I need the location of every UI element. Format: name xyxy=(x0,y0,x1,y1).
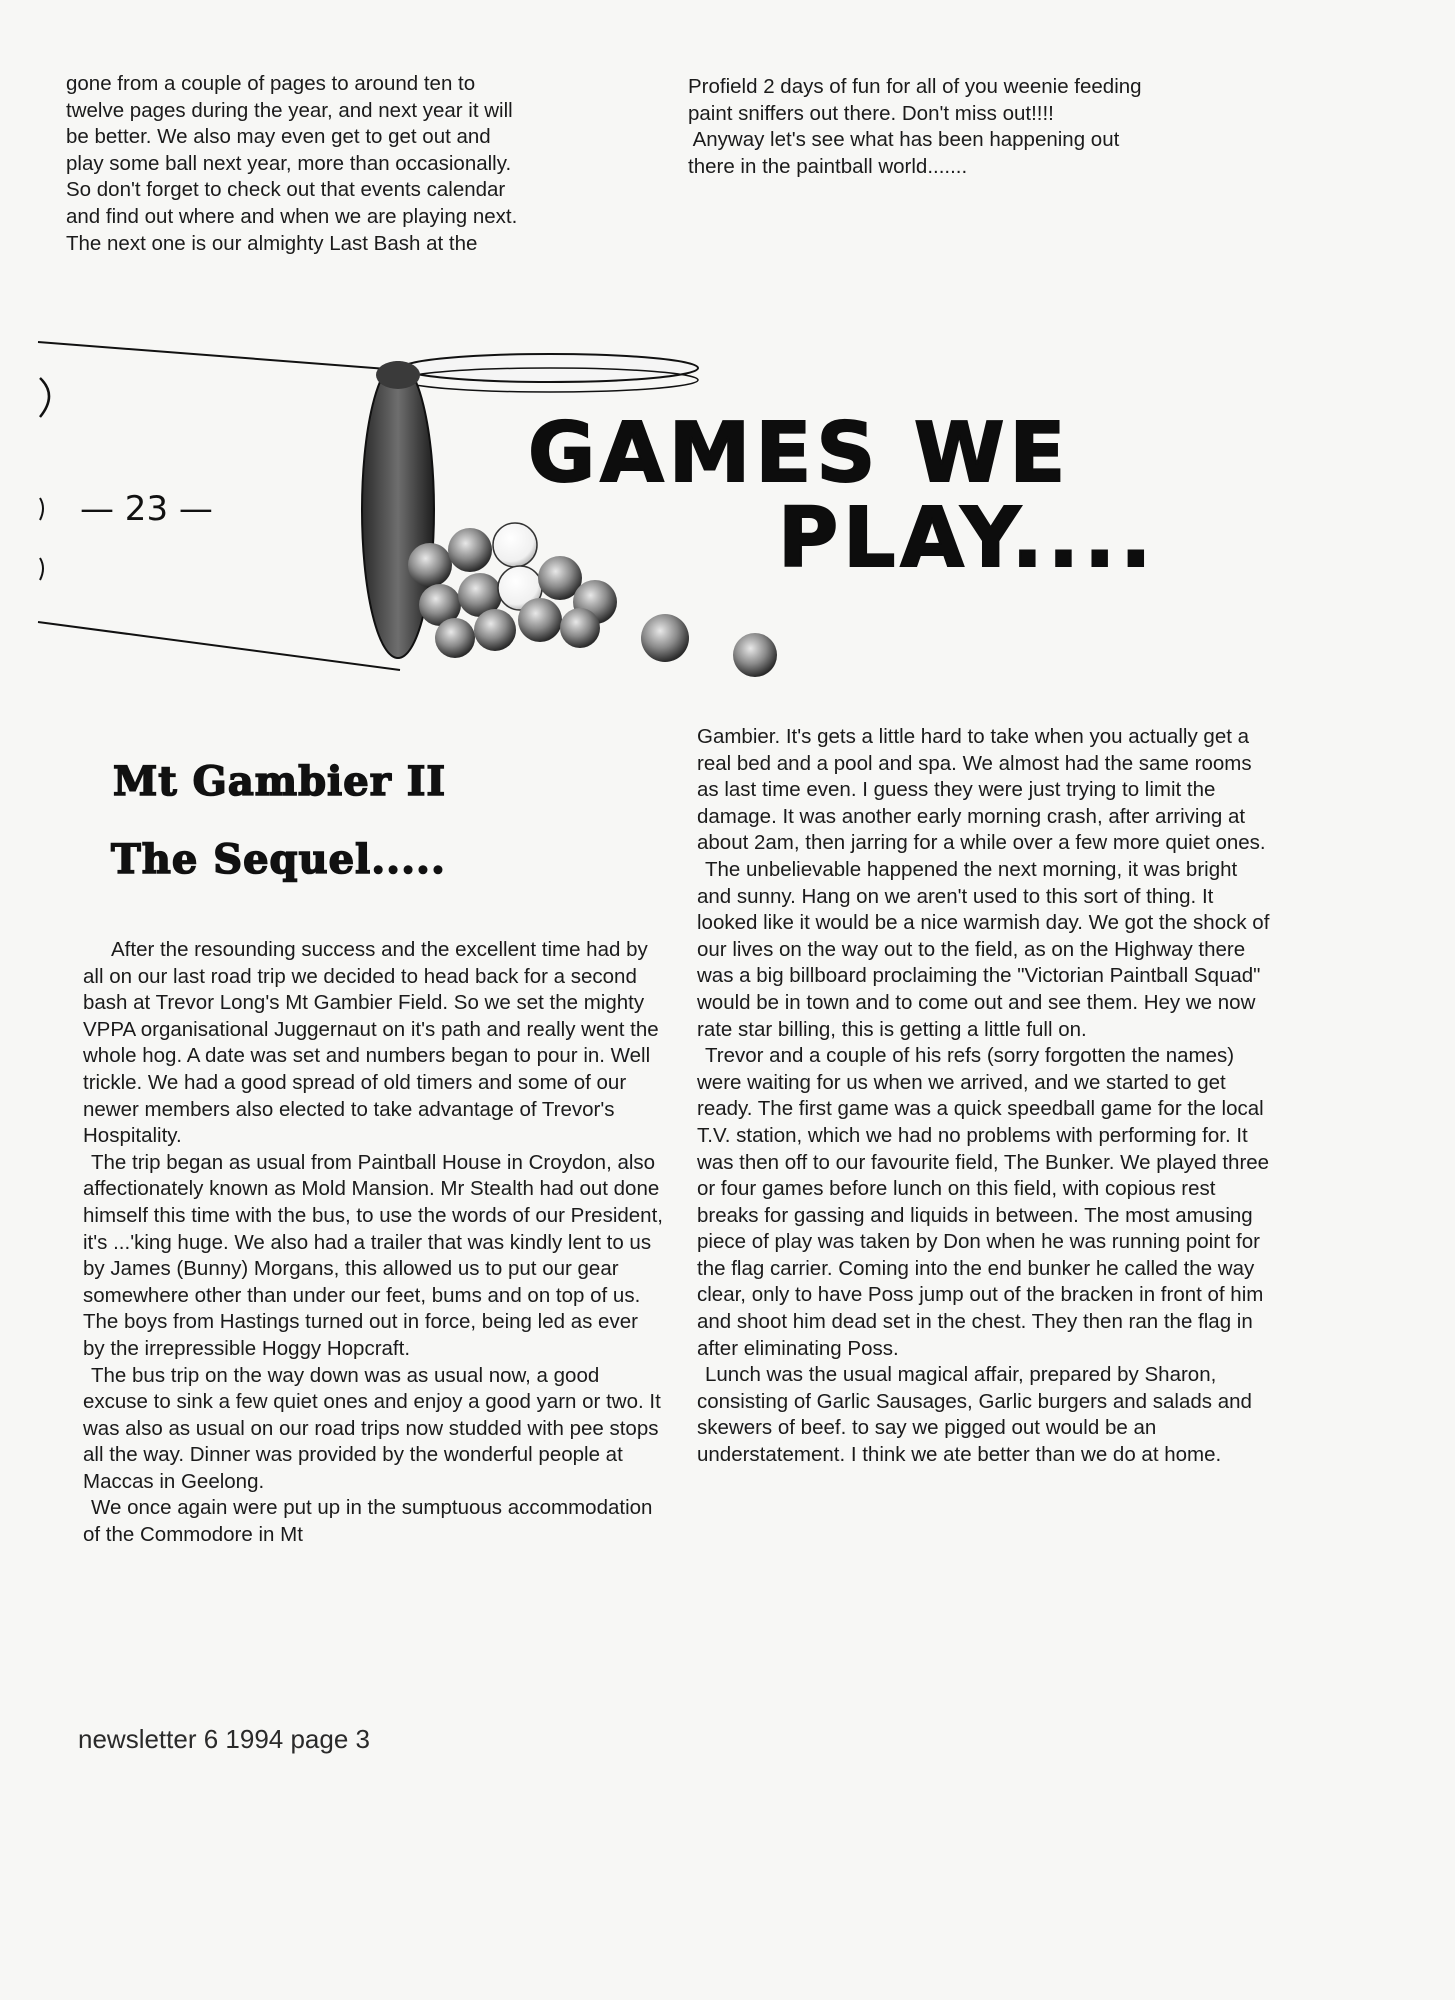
paintball-hopper-illustration xyxy=(0,320,1455,700)
intro-right-column xyxy=(688,74,1278,180)
article-headline-line1: Mt Gambier II xyxy=(113,758,447,805)
intro-line: Profield 2 days of fun for all of you weenie feeding xyxy=(688,75,1142,98)
article-paragraph: The trip began as usual from Paintball House in Croydon, also affectionately known as Mold Mansion. Mr Stealth had out done himself this time with the bus, to use the words of our President, it's ...'king huge. We also had a trailer that was kindly lent to us by James (Bunny) Morgans, this allowed us to put our gear somewhere other than under our feet, bums and on top of us. The boys from Hastings turned out in force, being led as ever by the irrepressible Hoggy Hopcraft. xyxy=(83,1150,663,1360)
article-right-column xyxy=(697,724,1277,1469)
intro-line: twelve pages during the year, and next year it will xyxy=(66,98,513,122)
article-paragraph: Trevor and a couple of his refs (sorry forgotten the names) were waiting for us when we arrived, and we started to get ready. The first game was a quick speedball game for the local T.V. station, which we had no problems with performing for. It was then off to our favourite field, The Bunker. We played three or four games before lunch on this field, with copious rest breaks for gassing and liquids in between. The most amusing piece of play was taken by Don when he was running point for the flag carrier. Coming into the end bunker he called the way clear, only to have Poss jump out of the bracken in front of him and shoot him dead set in the chest. They then ran the flag in after eliminating Poss. xyxy=(697,1044,1270,1360)
intro-line: gone from a couple of pages to around ten to xyxy=(66,72,476,95)
page-footer: newsletter 6 1994 page 3 xyxy=(78,1724,370,1754)
banner-title-line1: GAMES WE xyxy=(528,406,1071,501)
handwritten-mark: — 23 — xyxy=(80,489,213,529)
article-paragraph: The unbelievable happened the next morning, it was bright and sunny. Hang on we aren't used to this sort of thing. It looked like it would be a nice warmish day. We got the shock of our lives on the way out to the field, as on the Highway there was a big billboard proclaiming the "Victorian Paintball Squad" would be in town and to come out and see them. Hey we now rate star billing, this is getting a little full on. xyxy=(697,857,1270,1041)
article-headline-line2: The Sequel..... xyxy=(111,836,446,883)
banner-title-line2: PLAY.... xyxy=(778,491,1157,586)
intro-line: The next one is our almighty Last Bash at the xyxy=(66,231,478,255)
intro-line: and find out where and when we are playing next. xyxy=(66,204,518,228)
intro-line: be better. We also may even get to get out and xyxy=(66,125,491,149)
intro-line: play some ball next year, more than occasionally. xyxy=(66,151,512,175)
article-paragraph: The bus trip on the way down was as usual now, a good excuse to sink a few quiet ones and enjoy a good yarn or two. It was also as usual on our road trips now studded with pee stops all the way. Dinner was provided by the wonderful people at Maccas in Geelong. xyxy=(83,1363,661,1493)
article-paragraph: After the resounding success and the excellent time had by all on our last road trip we decided to head back for a second bash at Trevor Long's Mt Gambier Field. So we set the mighty VPPA organisational Juggernaut on it's path and really went the whole hog. A date was set and numbers began to pour in. Well trickle. We had a good spread of old timers and some of our newer members also elected to take advantage of Trevor's Hospitality. xyxy=(83,938,659,1148)
intro-left-column xyxy=(66,71,626,257)
intro-line: Anyway let's see what has been happening out xyxy=(688,128,1120,152)
article-paragraph: We once again were put up in the sumptuous accommodation of the Commodore in Mt xyxy=(83,1496,653,1547)
intro-line: paint sniffers out there. Don't miss out!!!! xyxy=(688,101,1054,125)
article-paragraph: Gambier. It's gets a little hard to take when you actually get a real bed and a pool and spa. We almost had the same rooms as last time even. I guess they were just trying to limit the damage. It was another early morning crash, after arriving at about 2am, then jarring for a while over a few more quiet ones. xyxy=(697,725,1266,855)
intro-line: there in the paintball world....... xyxy=(688,154,968,178)
article-left-column xyxy=(83,937,663,1549)
article-paragraph: Lunch was the usual magical affair, prepared by Sharon, consisting of Garlic Sausages, Garlic burgers and salads and skewers of beef. to say we pigged out would be an understatement. I think we ate better than we do at home. xyxy=(697,1363,1252,1467)
intro-line: So don't forget to check out that events calendar xyxy=(66,178,506,202)
games-we-play-banner xyxy=(0,320,1455,700)
